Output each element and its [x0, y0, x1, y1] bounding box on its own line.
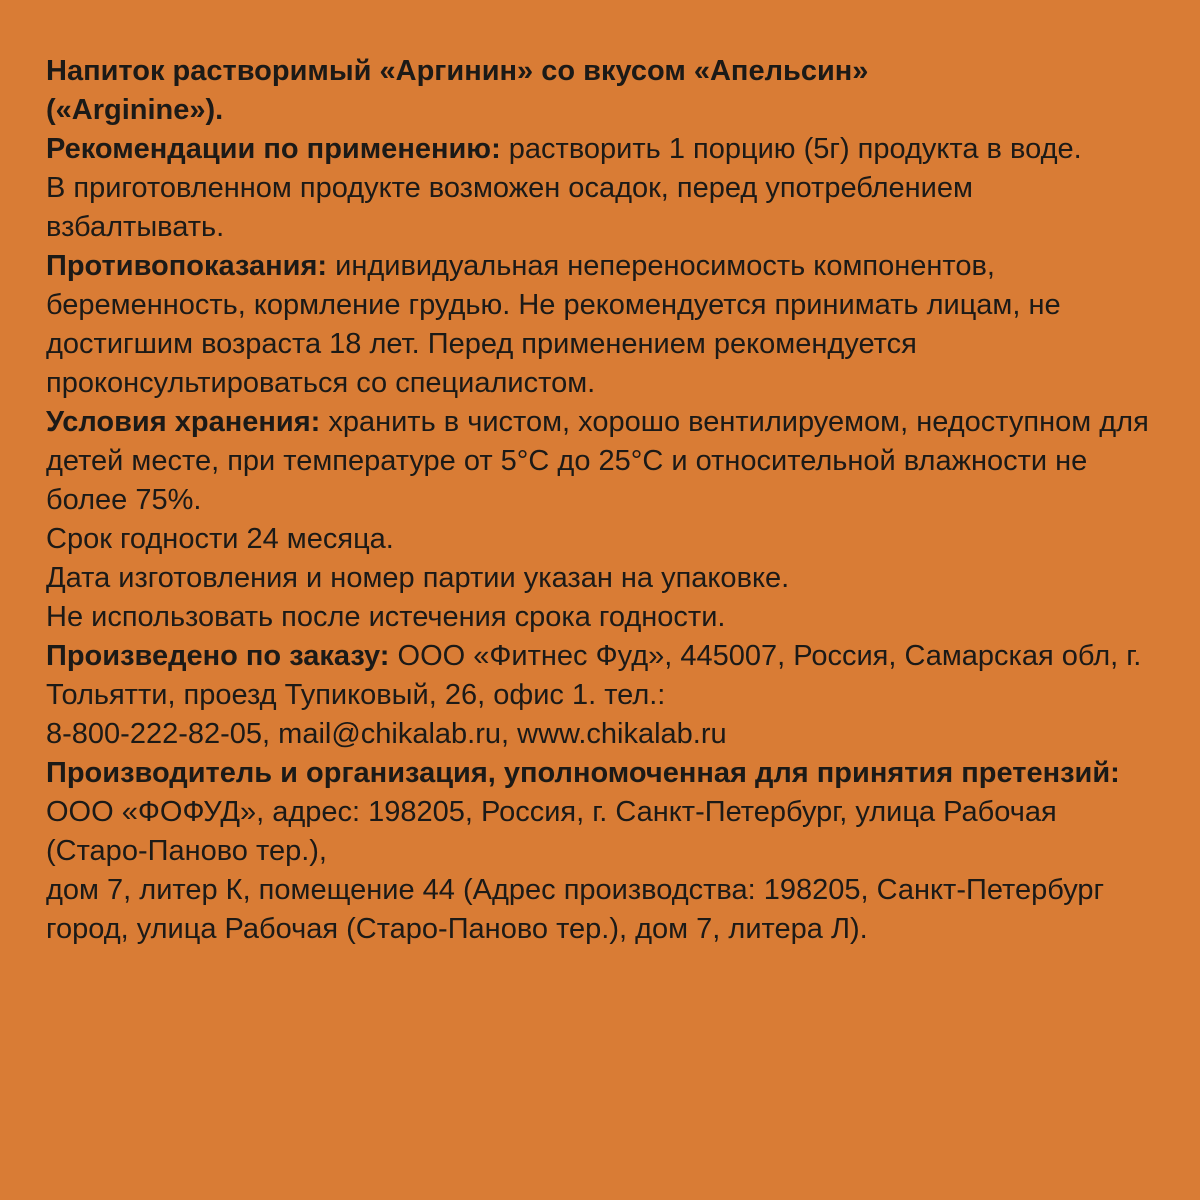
ordered-by-text: ООО «Фитнес Фуд», 445007, Россия, Самарская обл, г. Тольятти, проезд Тупиковый, 26, офис 1. тел.: — [46, 640, 1142, 711]
storage-label: Условия хранения: — [46, 406, 321, 438]
storage-section — [46, 403, 1156, 520]
manufacturer-address-line-2: дом 7, литер К, помещение 44 (Адрес производства: 198205, Санкт-Петербург город, улица Рабочая (Старо-Паново тер.), дом 7, литера Л). — [46, 874, 1105, 945]
product-title-line-1: Напиток растворимый «Аргинин» со вкусом «Апельсин» — [46, 55, 869, 87]
usage-section — [46, 130, 1156, 169]
manufacturer-address-line-1: ООО «ФОФУД», адрес: 198205, Россия, г. Санкт-Петербург, улица Рабочая (Старо-Паново тер.), — [46, 796, 1057, 867]
ordered-by-label: Произведено по заказу: — [46, 640, 390, 672]
storage-text: хранить в чистом, хорошо вентилируемом, недоступном для детей месте, при температуре от 5°С до 25°С и относительной влажности не более 75%. — [46, 406, 1149, 516]
product-label-text — [46, 52, 1156, 949]
expiry-note: Не использовать после истечения срока годности. — [46, 601, 726, 633]
shelf-life: Срок годности 24 месяца. — [46, 523, 394, 555]
manufacturer-section — [46, 754, 1156, 949]
usage-text: растворить 1 порцию (5г) продукта в воде. — [500, 133, 1082, 165]
product-title-line-2: («Arginine»). — [46, 94, 224, 126]
usage-label: Рекомендации по применению: — [46, 133, 501, 165]
manufacturer-label: Производитель и организация, уполномоченная для принятия претензий: — [46, 757, 1120, 789]
contact-info: 8-800-222-82-05, mail@chikalab.ru, www.chikalab.ru — [46, 718, 727, 750]
sediment-note: В приготовленном продукте возможен осадок, перед употреблением взбалтывать. — [46, 172, 973, 243]
contraindications-text: индивидуальная непереносимость компонентов, беременность, кормление грудью. Не рекомендуется принимать лицам, не достигшим возраста 18 лет. Перед применением рекомендуется проконсультироваться со специалистом. — [46, 250, 1061, 399]
batch-info: Дата изготовления и номер партии указан на упаковке. — [46, 562, 790, 594]
contraindications-section — [46, 247, 1156, 403]
product-title — [46, 52, 1156, 130]
ordered-by-section — [46, 637, 1156, 754]
contraindications-label: Противопоказания: — [46, 250, 328, 282]
